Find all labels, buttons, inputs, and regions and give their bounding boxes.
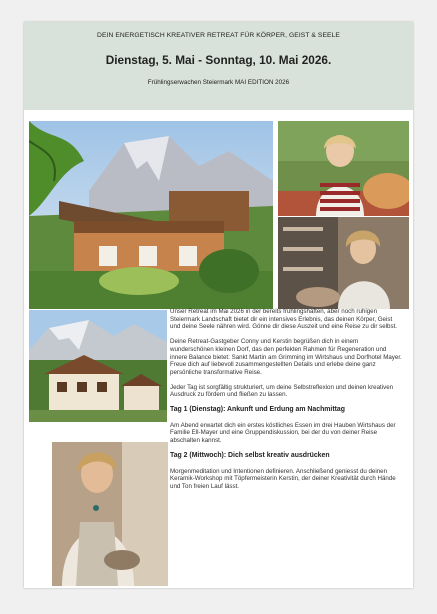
alpine-village-photo xyxy=(29,310,167,422)
article-body xyxy=(170,308,402,498)
pottery-workshop-photo xyxy=(278,217,409,309)
header-kicker: DEIN ENERGETISCH KREATIVER RETREAT FÜR KÖRPER, GEIST & SEELE xyxy=(97,32,340,39)
day1-paragraph: Am Abend erwartet dich ein erstes köstliches Essen im drei Hauben Wirtshaus der Familie Ell-Mayer und eine Gruppendiskussion, bei der du von deiner Reise abschalten kannst. xyxy=(170,421,396,445)
host-portrait-photo xyxy=(278,121,409,216)
header-subtitle: Frühlingserwachen Steiermark MAI EDITION 2026 xyxy=(147,79,290,86)
day2-paragraph: Morgenmeditation und Intentionen definieren. Anschließend geniesst du deinen Keramik-Workshop mit Töpfermeisterin Kerstin, der deiner Kreativität durch Hände und Ton freien Lauf lässt. xyxy=(170,467,396,490)
intro-paragraph: Unser Retreat im Mai 2026 in der bereits frühlingshaften, aber noch ruhigen Steiermark Landschaft bietet dir ein intensives Erlebnis, das deinen Körper, Geist und deine Seele nähren wird. Gönne dir diese Auszeit und eine Reise zu dir selbst. xyxy=(170,308,398,331)
day2-heading: Tag 2 (Mittwoch): Dich selbst kreativ ausdrücken xyxy=(170,451,330,459)
structure-paragraph: Jeder Tag ist sorgfältig strukturiert, um deine Selbstreflexion und deinen kreativen Ausdruck zu fördern und fließen zu lassen. xyxy=(170,383,394,399)
brochure-page xyxy=(24,22,413,588)
chalet-mountain-photo xyxy=(29,121,273,309)
hosts-paragraph: Deine Retreat-Gastgeber Conny und Kerstin begrüßen dich in einem wunderschönen kleinen Dorf, das den perfekten Rahmen für Regeneration und innere Balance bietet: Sankt Martin am Grimming im Wirtshaus und Dorfhotel Mayer. Freue dich auf liebevoll zusammengestellten Details und erlebe deine ganz persönliche transformative Reise. xyxy=(170,338,402,376)
header-banner xyxy=(24,22,413,110)
day1-heading: Tag 1 (Dienstag): Ankunft und Erdung am Nachmittag xyxy=(170,406,345,414)
page-title: Dienstag, 5. Mai - Sonntag, 10. Mai 2026. xyxy=(105,53,332,67)
ceramics-artist-photo xyxy=(52,442,168,586)
